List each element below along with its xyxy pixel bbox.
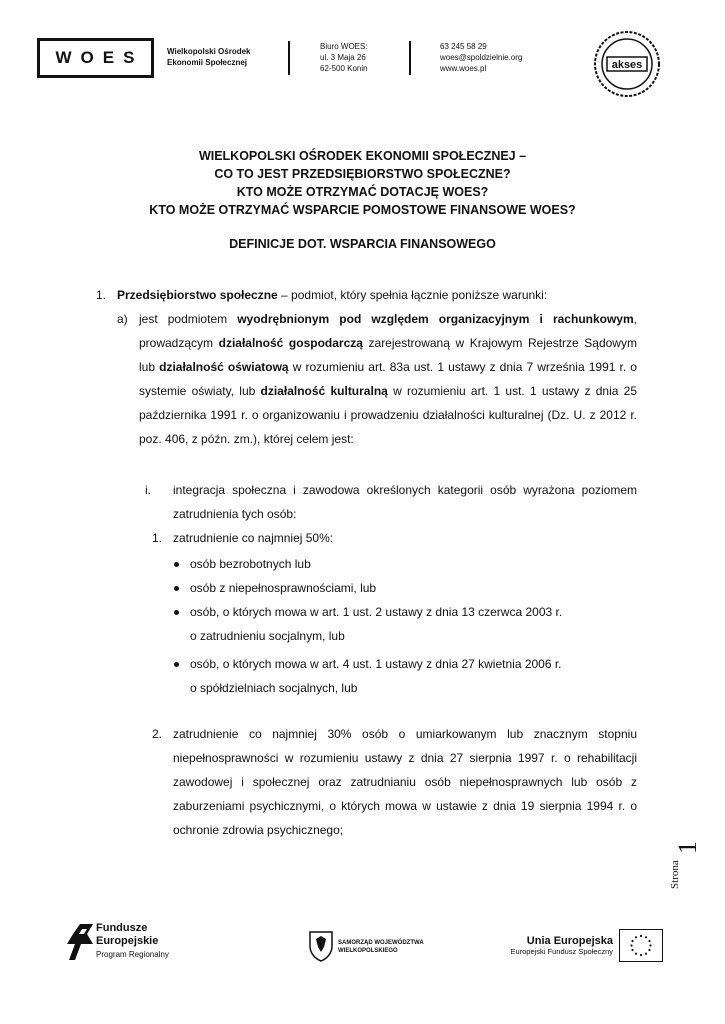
item1-term: Przedsiębiorstwo społeczne xyxy=(117,288,278,302)
website: www.woes.pl xyxy=(440,64,487,73)
sub1-text: zatrudnienie co najmniej 50%: xyxy=(173,531,334,545)
eu-line2: Europejski Fundusz Społeczny xyxy=(510,947,613,956)
contact-info xyxy=(440,41,522,74)
text-run: jest podmiotem xyxy=(139,312,238,326)
eu-flag-icon xyxy=(619,929,663,962)
org-name-line2: Ekonomii Społecznej xyxy=(167,58,248,67)
bold-run: wyodrębnionym pod względem organizacyjnym i rachunkowym xyxy=(237,312,634,326)
document-title xyxy=(0,147,725,219)
fe-line1: Fundusze xyxy=(96,922,148,934)
bold-run: działalność kulturalną xyxy=(260,384,388,398)
divider xyxy=(288,41,290,75)
bold-run: działalność gospodarczą xyxy=(218,336,363,350)
text-run: zarejestrowaną w Krajowym Rejestrze Sądowym lub xyxy=(139,336,637,374)
list-number: 2. xyxy=(152,727,163,741)
bullet-text-continued: o zatrudnieniu socjalnym, lub xyxy=(190,629,345,643)
wielkopolska-crest-icon xyxy=(308,930,334,962)
office-address xyxy=(320,41,368,74)
text-run: w rozumieniu art. 83a ust. 1 ustawy z dnia 7 września 1991 r. o systemie oświaty, lub xyxy=(139,360,637,398)
page-number xyxy=(658,832,702,892)
wlkp-line1: SAMORZĄD WOJEWÓDZTWA xyxy=(338,940,424,946)
item-i-text: integracja społeczna i zawodowa określonych kategorii osób wyrażona poziomem zatrudnienia tych osób: xyxy=(173,483,637,521)
office-line3: 62-500 Konin xyxy=(320,64,368,73)
divider xyxy=(409,41,411,75)
list-label: i. xyxy=(145,483,151,497)
bullet-text-continued: o spółdzielniach socjalnych, lub xyxy=(190,681,358,695)
org-name-line1: Wielkopolski Ośrodek xyxy=(167,47,251,56)
wlkp-text xyxy=(338,939,424,955)
list-number: 1. xyxy=(96,288,107,302)
item-a-text xyxy=(139,307,637,451)
fundusze-europejskie-text xyxy=(96,922,169,961)
woes-logo xyxy=(37,38,154,78)
bullet-text: osób, o których mowa w art. 1 ust. 2 ustawy z dnia 13 czerwca 2003 r. xyxy=(190,605,563,619)
list-number: 1. xyxy=(152,531,163,545)
text-run: w rozumieniu art. 1 ust. 1 ustawy z dnia 25 października 1991 r. o organizowaniu i prowadzeniu działalności kulturalnej (Dz. U. z 2012 r. poz. 406, z późn. zm.), której celem jest: xyxy=(139,384,637,446)
page-digit: 1 xyxy=(673,841,702,854)
title-line: KTO MOŻE OTRZYMAĆ WSPARCIE POMOSTOWE FINANSOWE WOES? xyxy=(149,203,576,217)
bullet-text: osób z niepełnosprawnościami, lub xyxy=(190,581,377,595)
office-line2: ul. 3 Maja 26 xyxy=(320,53,366,62)
title-line: WIELKOPOLSKI OŚRODEK EKONOMII SPOŁECZNEJ – xyxy=(198,149,527,163)
bullet-text: osób bezrobotnych lub xyxy=(190,557,311,571)
email: woes@spoldzielnie.org xyxy=(440,53,523,62)
eu-line1: Unia Europejska xyxy=(526,935,613,947)
bullet xyxy=(174,610,179,615)
item1-definition xyxy=(117,283,637,307)
page-label: Strona xyxy=(669,860,681,889)
document-subtitle: DEFINICJE DOT. WSPARCIA FINANSOWEGO xyxy=(229,237,496,251)
bullet xyxy=(174,562,179,567)
svg-text:akses: akses xyxy=(611,59,643,71)
wlkp-line2: WIELKOPOLSKIEGO xyxy=(338,948,398,954)
title-line: CO TO JEST PRZEDSIĘBIORSTWO SPOŁECZNE? xyxy=(214,167,511,181)
bold-run: działalność oświatową xyxy=(159,360,289,374)
fe-line2: Europejskie xyxy=(96,935,159,947)
phone: 63 245 58 29 xyxy=(440,42,487,51)
fe-line3: Program Regionalny xyxy=(96,950,169,959)
office-line1: Biuro WOES: xyxy=(320,42,368,51)
akses-seal xyxy=(593,30,661,98)
eu-text xyxy=(505,935,613,956)
text-run: , prowadzącym xyxy=(139,312,637,350)
logo-text: WOES xyxy=(55,48,144,67)
sub2-text: zatrudnienie co najmniej 30% osób o umiarkowanym lub znacznym stopniu niepełnosprawności w rozumieniu ustawy z dnia 27 sierpnia 1997 r. o rehabilitacji zawodowej i społecznej oraz zatrudnianiu osób niepełnosprawnych lub osób z zaburzeniami psychicznymi, o których mowa w ustawie z dnia 19 sierpnia 1994 r. o ochronie zdrowia psychicznego; xyxy=(173,727,637,837)
bullet-text: osób, o których mowa w art. 4 ust. 1 ustawy z dnia 27 kwietnia 2006 r. xyxy=(190,657,562,671)
item1-text: – podmiot, który spełnia łącznie poniższe warunki: xyxy=(277,288,548,302)
bullet xyxy=(174,586,179,591)
org-name xyxy=(167,46,251,68)
list-label: a) xyxy=(117,312,128,326)
bullet xyxy=(174,662,179,667)
fundusze-europejskie-logo xyxy=(65,922,95,962)
title-line: KTO MOŻE OTRZYMAĆ DOTACJĘ WOES? xyxy=(236,185,489,199)
